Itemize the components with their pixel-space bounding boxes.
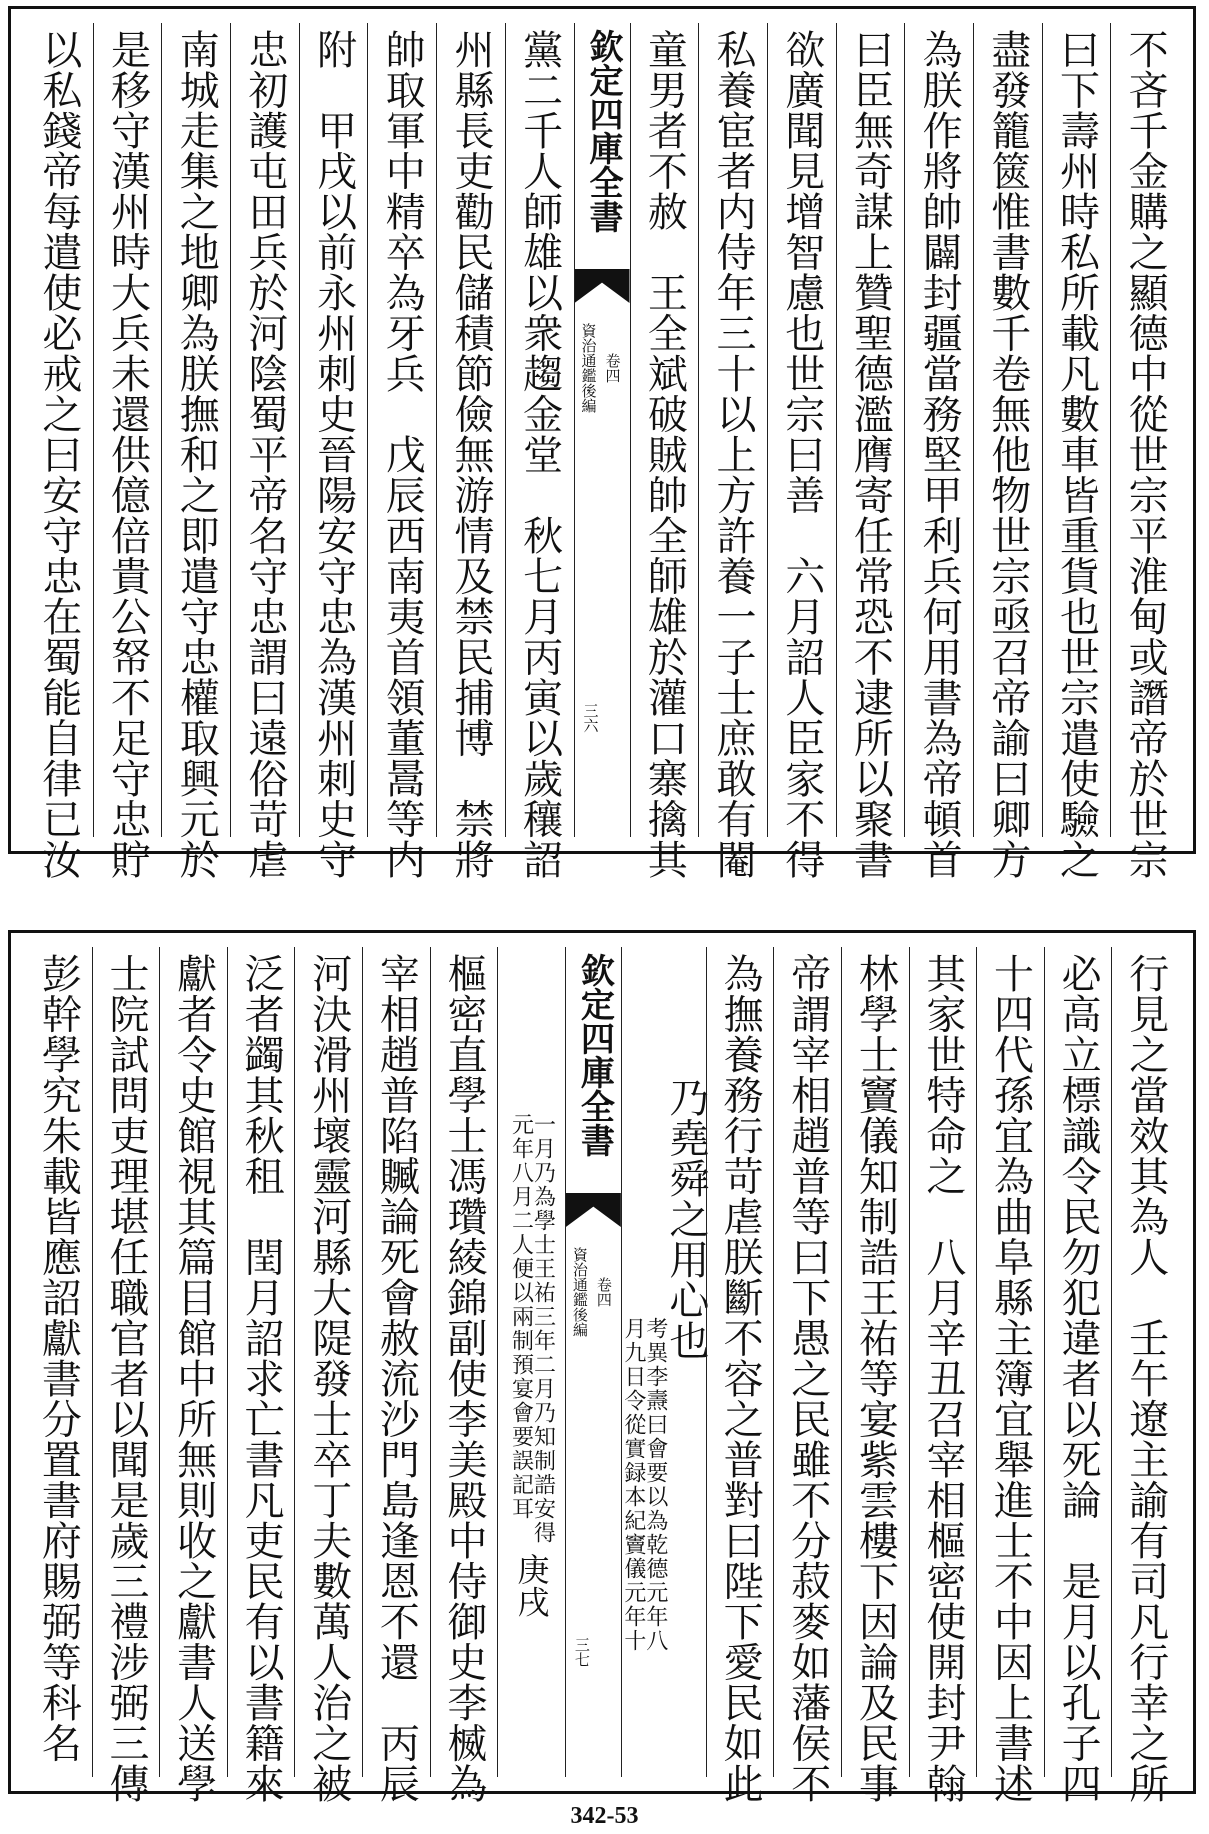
column-text: 河決滑州壞靈河縣大隄發士卒丁夫數萬人治之被 [305, 953, 352, 1804]
page-number: 三七 [572, 1637, 591, 1667]
text-column [841, 947, 909, 1804]
center-fold [574, 23, 630, 837]
text-column [904, 23, 973, 880]
column-text: 童男者不赦 王全斌破賊帥全師雄於灌口寨擒其 [641, 29, 688, 880]
source-title: 資治通鑑後編 [570, 1247, 589, 1337]
note-text: 月九日令從實録本紀竇儀元年十 [620, 1317, 646, 1653]
column-text: 為撫養務行苛虐朕斷不容之普對曰陛下愛民如此 [717, 953, 764, 1804]
bottom-page [8, 930, 1196, 1804]
bottom-page-columns [25, 947, 1179, 1804]
column-text: 欲廣聞見增智慮也世宗曰善 六月詔人臣家不得 [778, 29, 825, 880]
top-page [8, 6, 1196, 880]
source-title: 資治通鑑後編 [579, 323, 598, 413]
book-title: 欽定四庫全書 [574, 953, 615, 1157]
column-text: 是移守漢州時大兵未還供億倍貴公帑不足守忠貯 [104, 29, 151, 880]
text-column [430, 947, 498, 1804]
column-text: 盡發籠篋惟書數千卷無他物世宗亟召帝諭曰卿方 [984, 29, 1031, 880]
column-text: 州縣長吏勸民儲積節儉無游情及禁民捕博 禁將 [447, 29, 494, 880]
fishtail-mark [575, 269, 630, 303]
column-text: 泛者蠲其秋租 閏月詔求亡書凡吏民有以書籍來 [238, 953, 285, 1804]
text-column [630, 23, 699, 880]
text-column [294, 947, 362, 1804]
text-column [773, 947, 841, 1804]
text-column [25, 947, 92, 1777]
text-column [362, 947, 430, 1804]
text-column [909, 947, 977, 1804]
column-text: 黨二千人師雄以衆趨金堂 秋七月丙寅以歲穰詔 [516, 29, 563, 880]
text-column [505, 23, 574, 880]
page-footer-number: 342-53 [570, 1803, 639, 1829]
text-column [767, 23, 836, 880]
volume-label: 卷四 [594, 1277, 613, 1307]
note-text: 元年八月二人便以兩制預宴會要誤記耳 [508, 1112, 534, 1521]
column-text: 獻者令史館視其篇目館中所無則收之獻書人送學 [170, 953, 217, 1804]
text-column [1042, 23, 1111, 880]
text-column [706, 947, 774, 1804]
column-text: 乃堯舜之用心也 [662, 1077, 709, 1361]
page-number: 三六 [581, 703, 600, 733]
note-text: 考異李燾曰會要以為乾德元年八 [642, 1317, 668, 1653]
column-text: 曰下壽州時私所載凡數車皆重貨也世宗遣使驗之 [1053, 29, 1100, 880]
column-text: 十四代孫宜為曲阜縣主簿宜舉進士不中因上書述 [987, 953, 1034, 1804]
column-text: 以私錢帝每遣使必戒之曰安守忠在蜀能自律已汝 [35, 29, 82, 880]
text-column [25, 23, 93, 880]
column-text: 附 甲戌以前永州刺史晉陽安守忠為漢州刺史守 [310, 29, 357, 880]
text-column [161, 23, 230, 880]
volume-label: 卷四 [603, 353, 622, 383]
text-column [436, 23, 505, 880]
column-text: 私養宦者内侍年三十以上方許養一子士庶敢有閹 [710, 29, 757, 880]
column-text: 為朕作將帥闢封疆當務堅甲利兵何用書為帝頓首 [916, 29, 963, 880]
text-column [227, 947, 295, 1804]
fishtail-mark [566, 1193, 621, 1227]
column-text: 宰相趙普陷贓論死會赦流沙門島逢恩不還 丙辰 [373, 953, 420, 1804]
column-text: 士院試問吏理堪任職官者以聞是歲三禮涉弼三傳 [102, 953, 149, 1804]
text-column [1110, 23, 1179, 880]
column-text: 彭幹學究朱載皆應詔獻書分置書府賜弼等科名 [35, 953, 82, 1763]
text-column [299, 23, 368, 880]
text-column [836, 23, 905, 880]
text-column [159, 947, 227, 1804]
column-text: 帝謂宰相趙普等曰下愚之民雖不分菽麥如藩侯不 [784, 953, 831, 1804]
top-page-columns [25, 23, 1179, 880]
text-column [367, 23, 436, 880]
text-column [1111, 947, 1179, 1804]
text-column [92, 947, 160, 1804]
center-fold [565, 947, 621, 1777]
note-text: 一月乃為學士王祐三年二月乃知制誥安得 [530, 1112, 556, 1545]
text-column [620, 947, 709, 1777]
column-text: 不吝千金購之顯德中從世宗平淮甸或譖帝於世宗 [1122, 29, 1169, 880]
column-text: 庚戌 [512, 1552, 551, 1618]
book-title: 欽定四庫全書 [583, 29, 623, 233]
text-column [976, 947, 1044, 1804]
column-text: 林學士竇儀知制誥王祐等宴紫雲樓下因論及民事 [852, 953, 899, 1804]
column-text: 忠初護屯田兵於河陰蜀平帝名守忠謂曰遠俗苛虐 [241, 29, 288, 880]
column-text: 曰臣無奇謀上贊聖德濫膺寄任常恐不逮所以聚書 [847, 29, 894, 880]
column-text: 必高立標識令民勿犯違者以死論 是月以孔子四 [1055, 953, 1102, 1804]
column-text: 帥取軍中精卒為牙兵 戊辰西南夷首領董暠等内 [379, 29, 426, 880]
text-column [230, 23, 299, 880]
text-column [93, 23, 162, 880]
column-text: 樞密直學士馮瓚綾錦副使李美殿中侍御史李楲為 [440, 953, 487, 1804]
text-column [698, 23, 767, 880]
text-column [1044, 947, 1112, 1804]
column-text: 行見之當效其為人 壬午遼主諭有司凡行幸之所 [1122, 953, 1169, 1804]
text-column [973, 23, 1042, 880]
column-text: 南城走集之地卿為朕撫和之即遣守忠權取興元於 [173, 29, 220, 880]
column-text: 其家世特命之 八月辛丑召宰相樞密使開封尹翰 [919, 953, 966, 1804]
text-column [497, 947, 565, 1777]
